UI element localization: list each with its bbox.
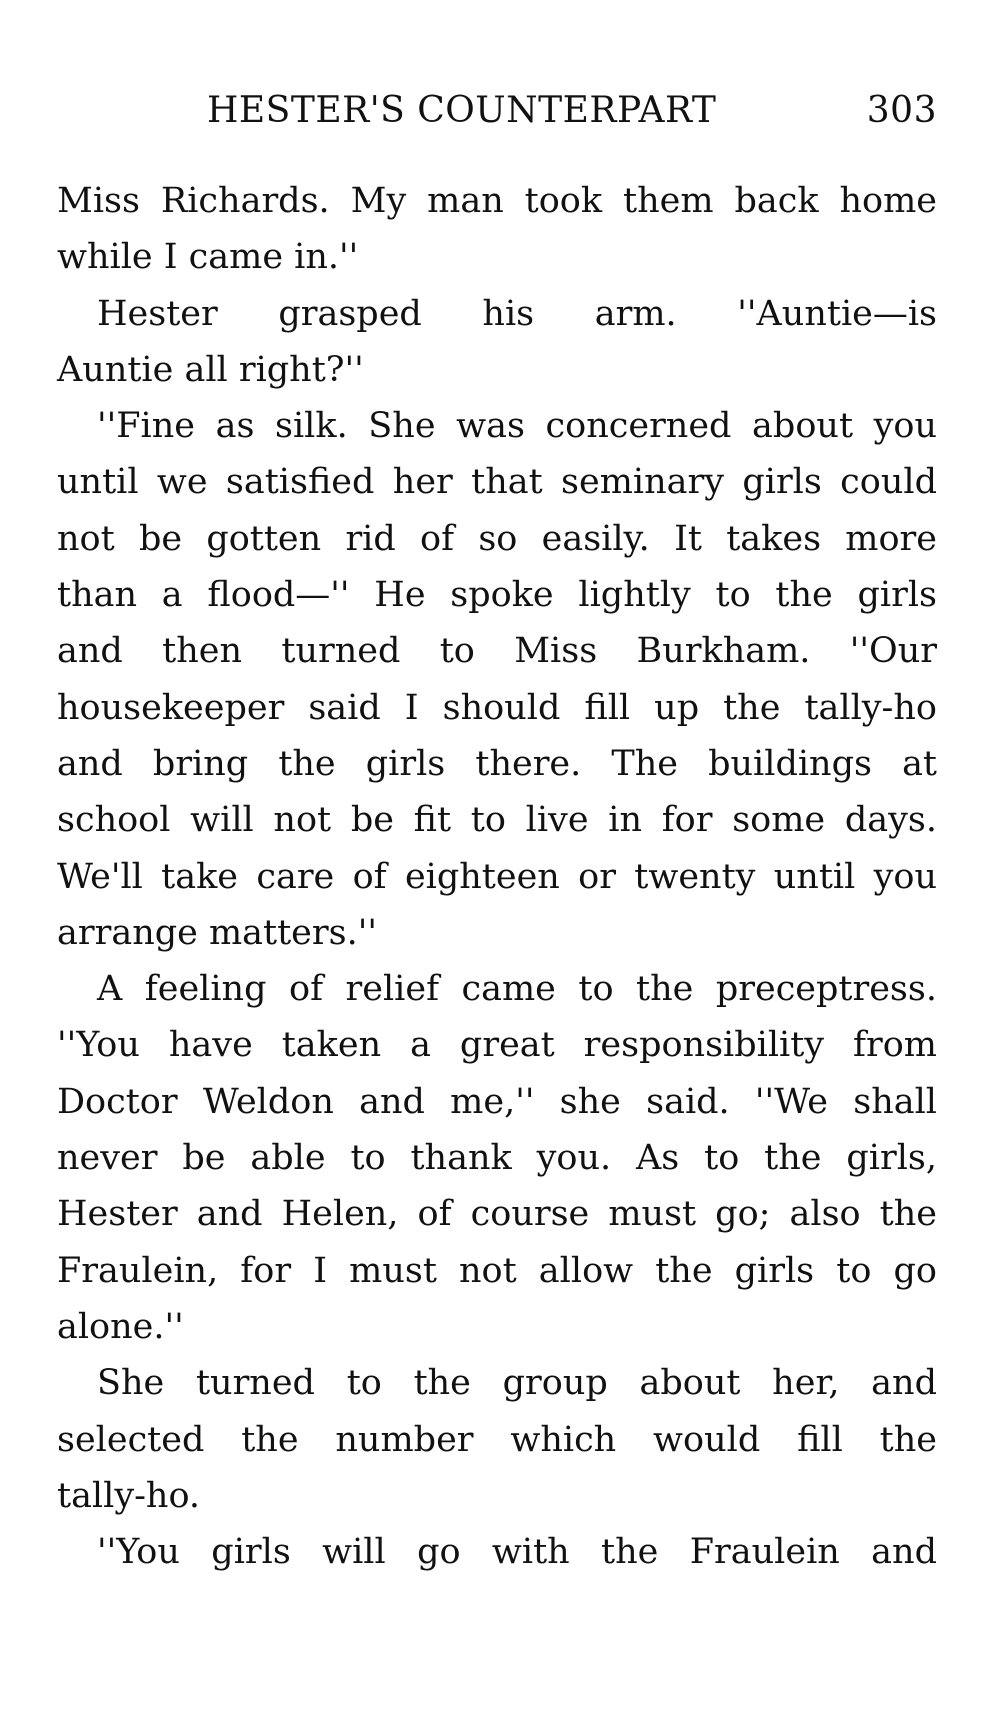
text-line: selected the number which would fill the [57, 1419, 937, 1460]
text-line: school will not be fit to live in for some days. [57, 800, 937, 841]
text-line: ''You have taken a great responsibility from [57, 1025, 937, 1066]
text-line: She turned to the group about her, and [97, 1363, 937, 1404]
text-line: never be able to thank you. As to the girls, [57, 1138, 937, 1179]
text-line: while I came in.'' [57, 237, 359, 278]
page-number: 303 [866, 90, 937, 131]
text-line: Hester grasped his arm. ''Auntie—is [97, 293, 937, 334]
text-line: alone.'' [57, 1306, 184, 1347]
text-line: ''Fine as silk. She was concerned about you [97, 406, 937, 447]
text-line: Miss Richards. My man took them back home [57, 181, 937, 221]
text-line: Fraulein, for I must not allow the girls to go [57, 1250, 937, 1291]
body-text [57, 173, 937, 1580]
text-line: Auntie all right?'' [57, 349, 364, 390]
text-line: until we satisfied her that seminary girls could [57, 462, 937, 503]
text-line: Doctor Weldon and me,'' she said. ''We shall [57, 1081, 937, 1122]
text-line: Hester and Helen, of course must go; also the [57, 1194, 937, 1235]
text-line: We'll take care of eighteen or twenty until you [57, 856, 937, 897]
text-line: A feeling of relief came to the preceptress. [97, 969, 937, 1010]
text-line: and bring the girls there. The buildings at [57, 743, 937, 784]
text-line: than a flood—'' He spoke lightly to the girls [57, 575, 937, 616]
text-line: not be gotten rid of so easily. It takes more [57, 518, 937, 559]
text-line: housekeeper said I should fill up the tally-ho [57, 687, 937, 728]
text-line: arrange matters.'' [57, 912, 377, 953]
running-title: HESTER'S COUNTERPART [207, 90, 717, 131]
text-line: and then turned to Miss Burkham. ''Our [57, 631, 937, 672]
text-line: tally-ho. [57, 1475, 201, 1516]
running-head [57, 86, 937, 136]
text-line: ''You girls will go with the Fraulein and [97, 1532, 937, 1573]
